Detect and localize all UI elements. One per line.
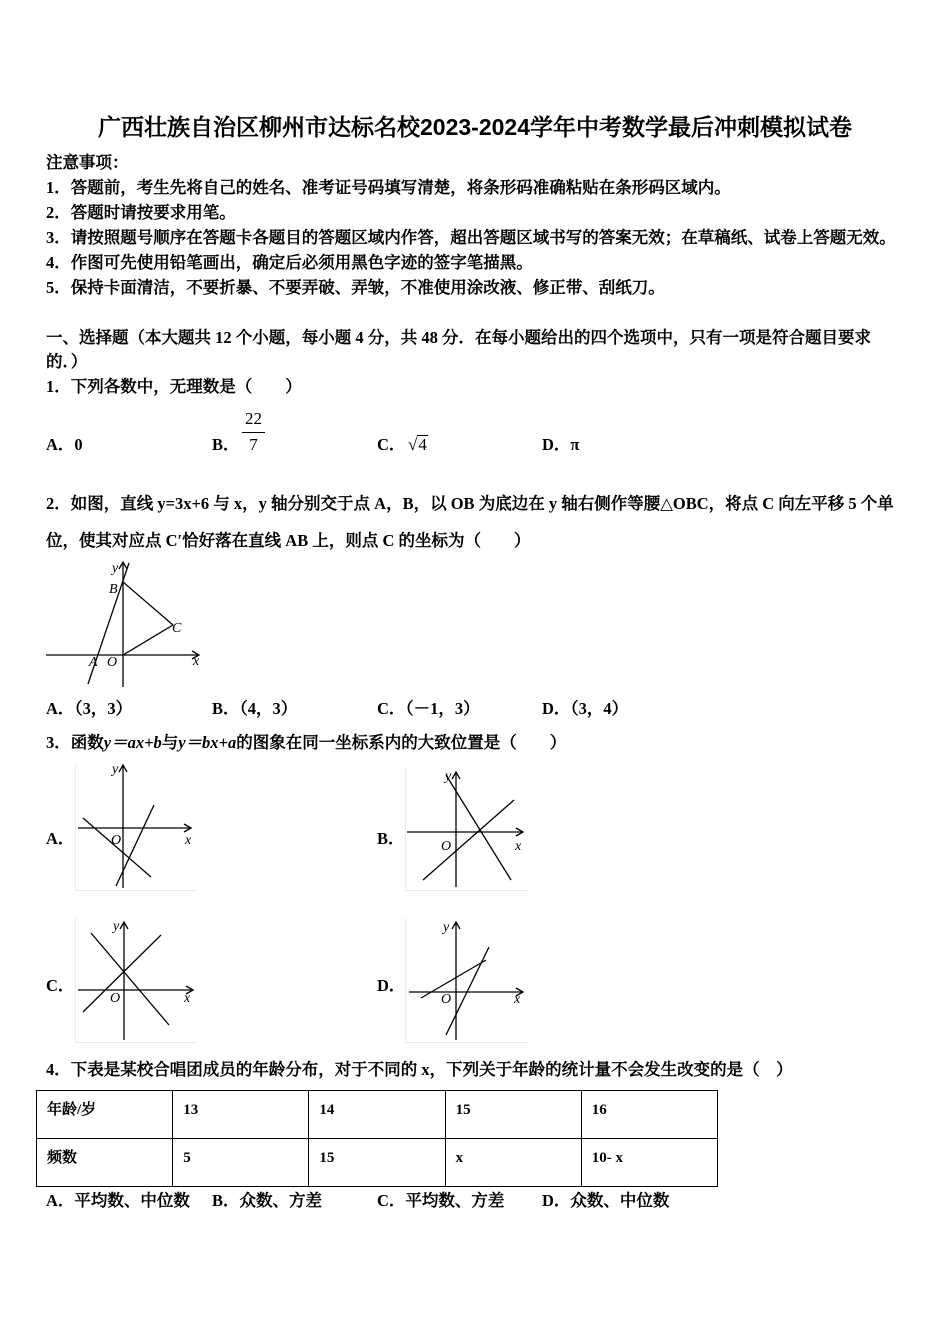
q3-graph-b [405,768,528,891]
q2-option-a-label: A． [46,698,75,718]
q3-graph-d [405,918,528,1043]
q2-segment-bc [123,582,173,625]
notice-item-4: 4．作图可先使用铅笔画出，确定后必须用黑色字迹的签字笔描黑。 [46,252,533,272]
q3-formula-1: y＝ax+b [103,732,162,752]
table-cell: 5 [173,1139,309,1187]
q4-option-a-label: A． [46,1190,75,1210]
q2-option-b [212,696,297,721]
table-cell: 16 [581,1091,717,1139]
graph-c-line-1 [91,933,169,1025]
q2-stem-line-1: 2．如图，直线 y=3x+6 与 x，y 轴分别交于点 A，B，以 OB 为底边在 y 轴右侧作等腰△OBC，将点 C 向左平移 5 个单 [46,493,894,513]
q1-option-b-fraction [242,408,265,457]
graph-b-label-origin: O [441,839,452,854]
table-cell: 14 [309,1091,445,1139]
q2-option-a [46,696,132,721]
graph-c-label-y: y [113,919,120,934]
graph-b-label-y: y [445,769,452,784]
q2-option-d-value: （3，4） [570,698,629,718]
q1-option-a-value: 0 [74,434,83,454]
q4-option-d-label: D． [542,1190,571,1210]
q3-stem-prefix: 3．函数 [46,732,104,752]
radicand: 4 [418,434,427,454]
q2-label-b: B [109,582,118,597]
q2-option-a-value: （3，3） [74,698,133,718]
graph-c-label-x: x [184,991,191,1006]
table-cell: 13 [173,1091,309,1139]
graph-a-label-x: x [185,833,192,848]
graph-a-label-y: y [112,762,119,777]
q1-stem: 1．下列各数中，无理数是（ ） [46,376,302,396]
q4-option-b-value: 众数、方差 [239,1190,323,1210]
table-cell: 10- x [581,1139,717,1187]
q3-graph-a [75,762,198,891]
q3-option-c-label: C． [46,975,75,995]
q2-label-c: C [172,621,182,636]
q2-option-d-label: D． [542,698,571,718]
graph-d-label-origin: O [441,992,452,1007]
q1-option-b-label: B． [212,434,240,454]
q3-graph-c [75,918,198,1043]
q1-option-a [46,432,83,457]
q3-stem [46,730,566,755]
notice-item-3: 3．请按照题号顺序在答题卡各题目的答题区域内作答，超出答题区域书写的答案无效；在草稿纸、试卷上答题无效。 [46,227,896,247]
q3-option-d-label: D． [377,975,406,995]
table-row-frequency [37,1139,718,1187]
table-cell: 15 [309,1139,445,1187]
q1-option-d-value: π [570,434,580,454]
q2-label-y: y [112,561,119,576]
q4-option-a [46,1188,190,1213]
graph-c-label-origin: O [110,991,121,1006]
notice-item-2: 2．答题时请按要求用笔。 [46,202,236,222]
q2-label-a: A [89,655,98,670]
q2-segment-oc [123,625,173,655]
notice-heading: 注意事项： [46,152,129,172]
graph-a-label-origin: O [111,833,122,848]
table-cell: 15 [445,1091,581,1139]
graph-b-label-x: x [515,839,522,854]
q4-option-d-value: 众数、中位数 [570,1190,670,1210]
section-heading-line-2: 的．） [46,351,88,371]
page-title: 广西壮族自治区柳州市达标名校2023-2024学年中考数学最后冲刺模拟试卷 [98,114,852,140]
q1-option-d [542,432,579,457]
q3-option-a-label: A． [46,828,75,848]
q3-stem-suffix: 的图象在同一坐标系内的大致位置是（ ） [236,732,567,752]
q1-option-c-label: C． [377,434,406,454]
q3-option-b-label: B． [377,828,405,848]
q3-formula-2: y＝bx+a [178,732,237,752]
q4-option-c-value: 平均数、方差 [405,1190,505,1210]
table-row-age [37,1091,718,1139]
q4-option-c-label: C． [377,1190,406,1210]
notice-item-5: 5．保持卡面清洁，不要折暴、不要弄破、弄皱，不准使用涂改液、修正带、刮纸刀。 [46,277,665,297]
q1-option-c-sqrt [408,432,428,457]
age-distribution-table [36,1090,718,1187]
fraction-numerator: 22 [245,409,262,428]
q2-option-b-label: B． [212,698,240,718]
q4-option-b-label: B． [212,1190,240,1210]
q4-stem: 4．下表是某校合唱团成员的年龄分布，对于不同的 x，下列关于年龄的统计量不会发生改变的是（ ） [46,1059,793,1079]
q4-option-d [542,1188,669,1213]
q2-option-c-value: （－1，3） [405,698,480,718]
q2-option-d [542,696,628,721]
q2-label-origin: O [107,655,118,670]
q3-stem-middle: 与 [161,732,179,752]
q2-figure [46,560,206,688]
q4-option-c [377,1188,504,1213]
q4-option-a-value: 平均数、中位数 [74,1190,190,1210]
q2-option-b-value: （4，3） [239,698,298,718]
q2-option-c [377,696,480,721]
q2-stem-line-2: 位，使其对应点 C′恰好落在直线 AB 上，则点 C 的坐标为（ ） [46,530,531,550]
q2-option-c-label: C． [377,698,406,718]
graph-c-line-2 [83,935,161,1012]
fraction-denominator: 7 [249,435,258,454]
graph-d-label-x: x [514,992,521,1007]
notice-item-1: 1．答题前，考生先将自己的姓名、准考证号码填写清楚，将条形码准确粘贴在条形码区域内。 [46,177,731,197]
q2-label-x: x [193,654,200,669]
table-cell: x [445,1139,581,1187]
graph-d-line-1 [446,947,489,1035]
table-cell: 频数 [37,1139,173,1187]
radical-sign: √ [408,434,418,454]
graph-d-label-y: y [443,920,450,935]
q1-option-a-label: A． [46,434,75,454]
q4-option-b [212,1188,322,1213]
table-cell: 年龄/岁 [37,1091,173,1139]
section-heading-line-1: 一、选择题（本大题共 12 个小题，每小题 4 分，共 48 分．在每小题给出的四个选项中，只有一项是符合题目要求 [46,327,871,347]
q1-option-d-label: D． [542,434,571,454]
